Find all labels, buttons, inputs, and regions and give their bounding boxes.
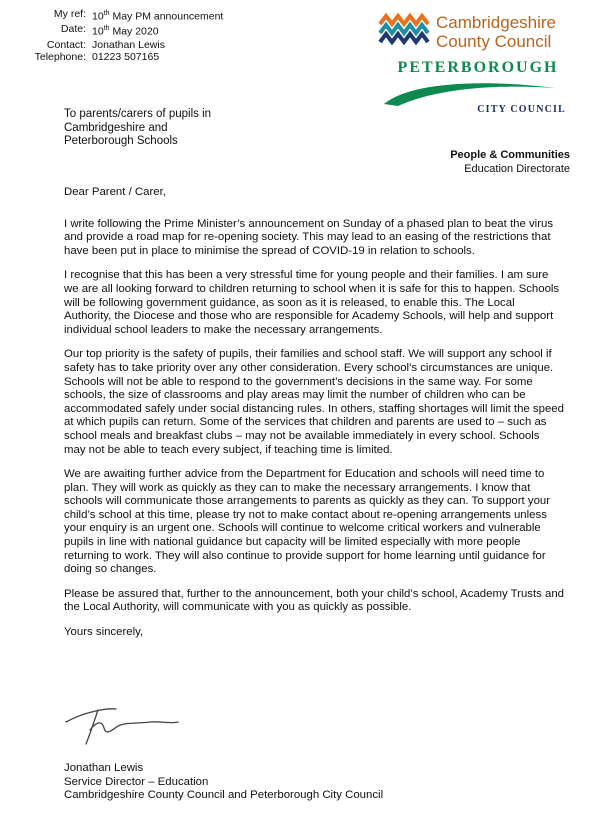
body-paragraph: Our top priority is the safety of pupils, their families and school staff. We will support any school if safety has to take priority over any other consideration. Every school’s circumstances are unique. Schools will not be able to respond to the government’s decisions in the same way. For some schools, the size of classrooms and play areas may limit the number of children who can be accommodated safely under social distancing rules. In others, staffing shortages will limit the speed at which pupils can return. Some of the services that children and parents are used to – such as school meals and breakfast clubs – may not be available immediately in every school. Schools may not be able to teach every subject, if teaching time is limited. xyxy=(64,348,564,456)
pcc-name-top: PETERBOROUGH xyxy=(397,59,559,76)
recipient-line: Cambridgeshire and xyxy=(64,121,168,134)
council-logos xyxy=(378,8,578,118)
cambridgeshire-logo-icon xyxy=(380,16,428,42)
salutation: Dear Parent / Carer, xyxy=(64,186,166,198)
signatory-name: Jonathan Lewis xyxy=(64,762,144,774)
recipient-address xyxy=(64,108,211,149)
recipient-line: To parents/carers of pupils in xyxy=(64,108,212,120)
pcc-swoosh-icon xyxy=(384,83,556,106)
letter-metadata xyxy=(8,8,223,64)
signoff-block xyxy=(64,762,383,803)
recipient-line: Peterborough Schools xyxy=(64,135,178,147)
letter-body xyxy=(64,186,564,651)
contact-row xyxy=(8,39,223,52)
body-paragraph: I recognise that this has been a very stressful time for young people and their families. I am sure we are all looking forward to children returning to school when it is safe for this to happen. Schools will be following government guidance, as soon as it is released, to enable this. The Local Authority, the Diocese and those who are responsible for Academy Schools, will help and support individual school leaders to make the necessary arrangements. xyxy=(64,269,560,336)
signatory-org: Cambridgeshire County Council and Peterborough City Council xyxy=(64,789,384,802)
telephone-value: 01223 507165 xyxy=(92,51,160,64)
telephone-label: Telephone: xyxy=(34,51,86,64)
ccc-name-line2: County Council xyxy=(436,32,552,51)
date-row xyxy=(8,23,223,38)
body-paragraph: Please be assured that, further to the announcement, both your child’s school, Academy Trusts and the Local Authority, will communicate with you as quickly as possible. xyxy=(64,587,565,614)
contact-value: Jonathan Lewis xyxy=(92,38,165,51)
ccc-name-line1: Cambridgeshire xyxy=(436,13,556,32)
department-sub: Education Directorate xyxy=(464,163,570,175)
date-label: Date: xyxy=(60,23,86,36)
department-name: People & Communities xyxy=(450,149,570,161)
telephone-row xyxy=(8,51,223,64)
signatory-title: Service Director – Education xyxy=(64,775,209,788)
ref-label: My ref: xyxy=(53,8,86,20)
date-value: 10th May 2020 xyxy=(92,25,159,38)
ref-value: 10th May PM announcement xyxy=(92,10,224,23)
signature-icon xyxy=(64,700,184,750)
closing: Yours sincerely, xyxy=(64,626,144,639)
ref-row xyxy=(8,8,223,23)
body-paragraph: We are awaiting further advice from the Department for Education and schools will need time to plan. They will work as quickly as they can to make the necessary arrangements. I know that schools will communicate those arrangements to parents as quickly as they can. To support your child’s school at this time, please try not to make contact about re-opening arrangements unless your enquiry is an urgent one. Schools will continue to welcome critical workers and vulnerable pupils in line with national guidance but capacity will be limited especially with more people returning to work. They will also continue to provide support for home learning until guidance for doing so changes. xyxy=(64,468,551,576)
body-paragraph: I write following the Prime Minister’s announcement on Sunday of a phased plan to beat the virus and provide a road map for re-opening society. This may lead to an easing of the restrictions that have been put in place to minimise the spread of COVID-19 in relation to schools. xyxy=(64,217,554,257)
department-block xyxy=(450,148,570,176)
pcc-name-bottom: CITY COUNCIL xyxy=(477,104,566,115)
contact-label: Contact: xyxy=(46,38,86,51)
